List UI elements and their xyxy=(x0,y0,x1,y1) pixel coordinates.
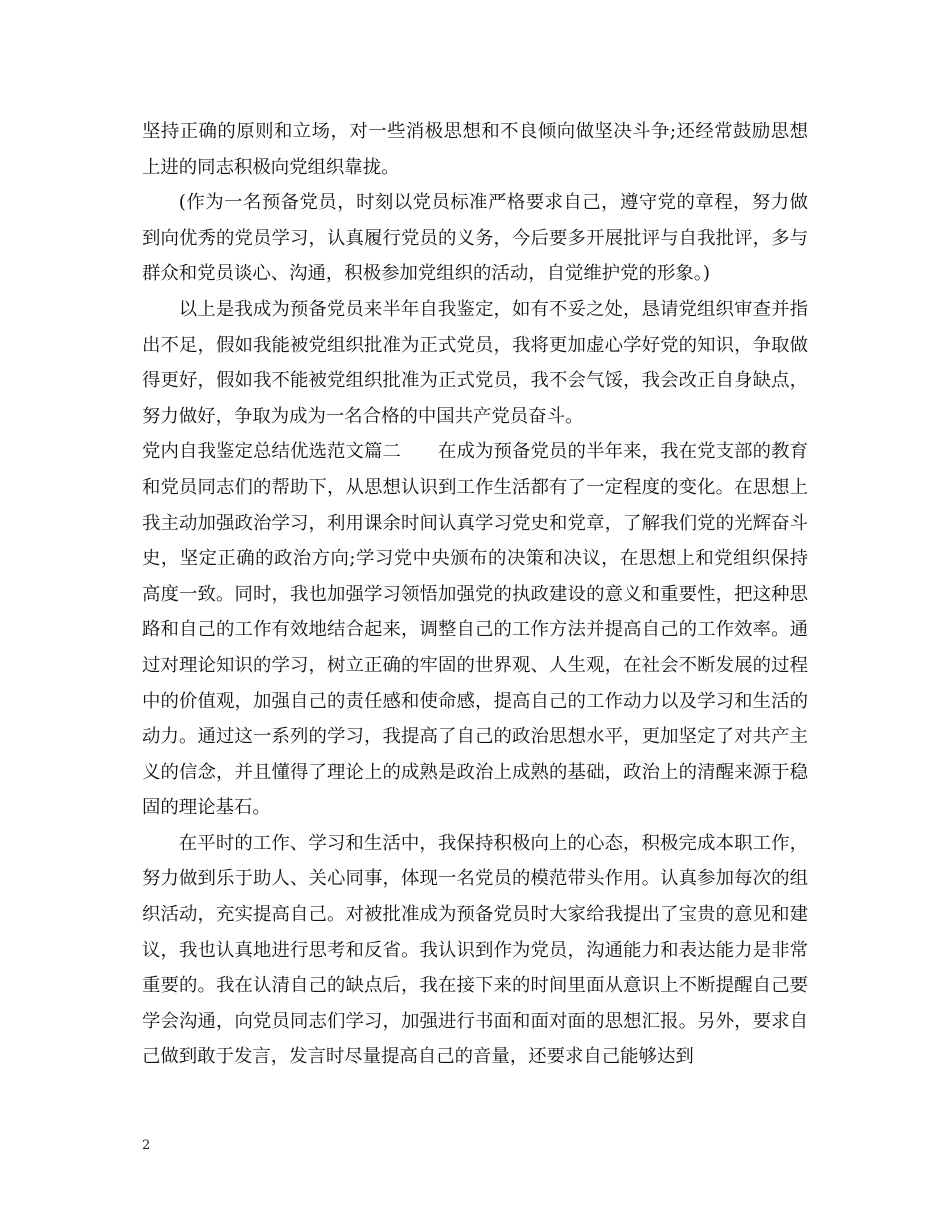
page-number: 2 xyxy=(142,1138,151,1153)
paragraph-1: 坚持正确的原则和立场，对一些消极思想和不良倾向做坚决斗争;还经常鼓励思想上进的同志积极向党组织靠拢。 xyxy=(142,121,808,178)
body-text xyxy=(142,114,808,1075)
paragraph-4: 党内自我鉴定总结优选范文篇二 在成为预备党员的半年来，我在党支部的教育和党员同志们的帮助下，从思想认识到工作生活都有了一定程度的变化。在思想上我主动加强政治学习，利用课余时间认真学习党史和党章，了解我们党的光辉奋斗史，坚定正确的政治方向;学习党中央颁布的决策和决议，在思想上和党组织保持高度一致。同时，我也加强学习领悟加强党的执政建设的意义和重要性，把这种思路和自己的工作有效地结合起来，调整自己的工作方法并提高自己的工作效率。通过对理论知识的学习，树立正确的牢固的世界观、人生观，在社会不断发展的过程中的价值观，加强自己的责任感和使命感，提高自己的工作动力以及学习和生活的动力。通过这一系列的学习，我提高了自己的政治思想水平，更加坚定了对共产主义的信念，并且懂得了理论上的成熟是政治上成熟的基础，政治上的清醒来源于稳固的理论基石。 xyxy=(142,441,808,819)
paragraph-5: 在平时的工作、学习和生活中，我保持积极向上的心态，积极完成本职工作，努力做到乐于助人、关心同事，体现一名党员的模范带头作用。认真参加每次的组织活动，充实提高自己。对被批准成为预备党员时大家给我提出了宝贵的意见和建议，我也认真地进行思考和反省。我认识到作为党员，沟通能力和表达能力是非常重要的。我在认清自己的缺点后，我在接下来的时间里面从意识上不断提醒自己要学会沟通，向党员同志们学习，加强进行书面和面对面的思想汇报。另外，要求自己做到敢于发言，发言时尽量提高自己的音量，还要求自己能够达到 xyxy=(142,832,808,1068)
paragraph-2: (作为一名预备党员，时刻以党员标准严格要求自己，遵守党的章程，努力做到向优秀的党员学习，认真履行党员的义务，今后要多开展批评与自我批评，多与群众和党员谈心、沟通，积极参加党组织的活动，自觉维护党的形象。) xyxy=(142,192,808,285)
paragraph-3: 以上是我成为预备党员来半年自我鉴定，如有不妥之处，恳请党组织审查并指出不足，假如我能被党组织批准为正式党员，我将更加虚心学好党的知识，争取做得更好，假如我不能被党组织批准为正式党员，我不会气馁，我会改正自身缺点，努力做好，争取为成为一名合格的中国共产党员奋斗。 xyxy=(142,298,808,427)
